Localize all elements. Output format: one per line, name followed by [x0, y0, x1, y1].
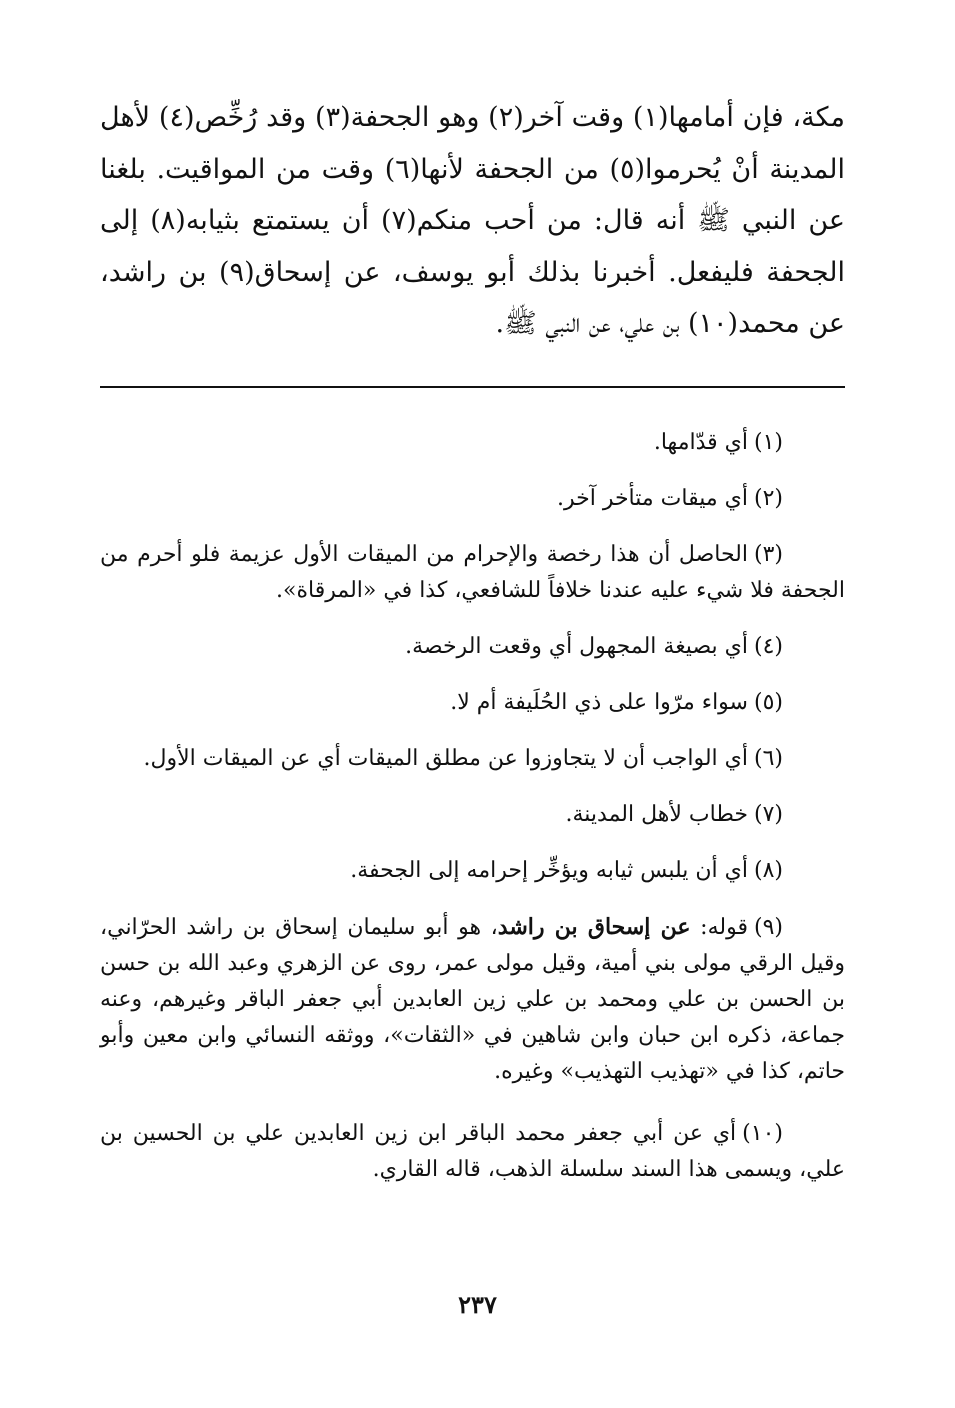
footnote-7: [100, 797, 845, 833]
footnote-text: أي ميقات متأخر آخر.: [556, 486, 748, 511]
footnote-number: (٥): [753, 690, 783, 715]
footnote-lead: قوله:: [690, 915, 748, 940]
footnote-text: أي عن أبي جعفر محمد الباقر ابن زين العابدين علي بن الحسين بن علي، ويسمى هذا السند سلسلة الذهب، قاله القاري.: [100, 1121, 845, 1182]
footnote-number: (٦): [753, 746, 783, 771]
main-text: [100, 92, 845, 350]
footnote-text: أي بصيغة المجهول أي وقعت الرخصة.: [405, 634, 748, 659]
footnote-6: [100, 741, 845, 777]
footnotes: [100, 425, 845, 1208]
footnote-number: (١): [753, 430, 783, 455]
footnote-text: الحاصل أن هذا رخصة والإحرام من الميقات الأول عزيمة فلو أحرم من الجحفة فلا شيء عليه عندنا خلافاً للشافعي، كذا في «المرقاة».: [100, 542, 845, 603]
footnote-number: (٨): [753, 858, 783, 883]
footnote-number: (٣): [753, 542, 783, 567]
footnote-text: ، هو أبو سليمان إسحاق بن راشد الحرّاني، وقيل الرقي مولى بني أمية، وقيل مولى عمر، روى عن الزهري وعبد الله بن حسن بن الحسن بن علي ومحمد بن علي زين العابدين أبي جعفر الباقر وغيرهم، وعنه جماعة، ذكره ابن حبان وابن شاهين في «الثقات»، ووثقه النسائي وابن معين وأبو حاتم، كذا في «تهذيب التهذيب» وغيره.: [100, 915, 846, 1084]
footnote-5: [100, 685, 845, 721]
footnote-text: أي الواجب أن لا يتجاوزوا عن مطلق الميقات أي عن الميقات الأول.: [143, 746, 748, 771]
footnote-3: [100, 537, 845, 609]
footnote-text: أي قدّامها.: [653, 430, 748, 455]
footnote-text: أي أن يلبس ثيابه ويؤخِّر إحرامه إلى الجحفة.: [350, 858, 748, 883]
page-number: ٢٣٧: [458, 1290, 497, 1319]
main-paragraph: مكة، فإن أمامها(١) وقت آخر(٢) وهو الجحفة(٣) وقد رُخِّص(٤) لأهل المدينة أنْ يُحرموا(٥) من الجحفة لأنها(٦) وقت من المواقيت. بلغنا عن النبي ﷺ أنه قال: من أحب منكم(٧) أن يستمتع بثيابه(٨) إلى الجحفة فليفعل. أخبرنا بذلك أبو يوسف، عن إسحاق(٩) بن راشد، عن محمد(١٠) بن علي، عن النبي ﷺ.: [100, 102, 846, 339]
footnote-number: (٧): [753, 802, 783, 827]
footnote-1: [100, 425, 845, 461]
footnote-2: [100, 481, 845, 517]
footnote-number: (١٠): [742, 1121, 783, 1146]
footnote-10: [100, 1116, 845, 1188]
footnote-bold-term: عن إسحاق بن راشد: [497, 914, 691, 940]
footnote-number: (٤): [753, 634, 783, 659]
footnote-8: [100, 853, 845, 889]
footnote-divider: [100, 386, 845, 388]
footnote-number: (٢): [753, 486, 783, 511]
footnote-number: (٩): [753, 915, 783, 940]
footnote-text: سواء مرّوا على ذي الحُلَيفة أم لا.: [450, 690, 748, 715]
footnote-4: [100, 629, 845, 665]
footnote-text: خطاب لأهل المدينة.: [565, 802, 748, 827]
footnote-9: [100, 909, 845, 1090]
